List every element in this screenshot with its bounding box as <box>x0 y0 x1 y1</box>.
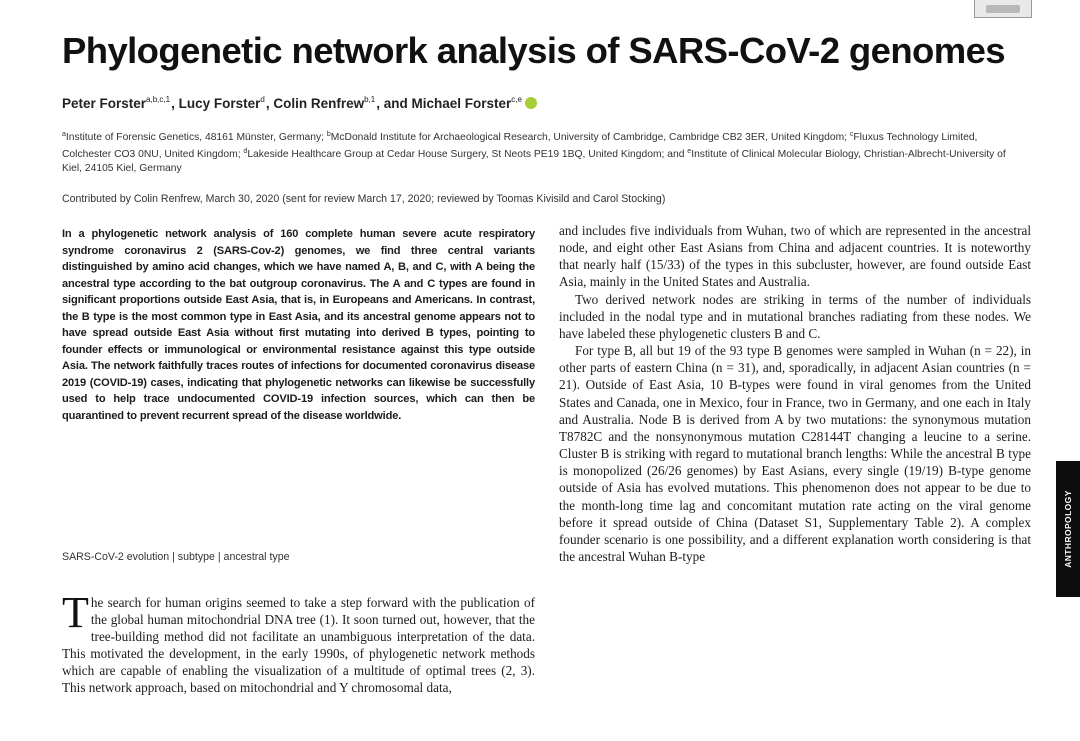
contribution-note: Contributed by Colin Renfrew, March 30, 2020 (sent for review March 17, 2020; reviewed by Toomas Kivisild and Carol Stocking) <box>62 193 666 205</box>
keywords: SARS-CoV-2 evolution | subtype | ancestral type <box>62 551 290 563</box>
author-list: Peter Forster$^{a,b,c,1}$, Lucy Forster$^d$, Colin Renfrew$^{b,1}$, and Michael Forster$^{c,e}$ <box>62 95 537 111</box>
article-title: Phylogenetic network analysis of SARS-CoV-2 genomes <box>62 30 1005 71</box>
affiliations: $^a$Institute of Forensic Genetics, 48161 Münster, Germany; $^b$McDonald Institute for Archaeological Research, University of Cambridge, Cambridge CB2 3ER, United Kingdom; $^c$Fluxus Technology Limited, Colchester CO3 0NU, United Kingdom; $^d$Lakeside Healthcare Group at Cedar House Surgery, St Neots PE19 1BQ, United Kingdom; and $^e$Institute of Clinical Molecular Biology, Christian-Albrecht-University of Kiel, 24105 Kiel, Germany <box>62 131 1006 175</box>
section-label: ANTHROPOLOGY <box>1063 490 1073 568</box>
abstract: In a phylogenetic network analysis of 160 complete human severe acute respiratory syndrome coronavirus 2 (SARS-Cov-2) genomes, we find three central variants distinguished by amino acid changes, which we have named A, B, and C, with A being the ancestral type according to the bat outgroup coronavirus. The A and C types are found in significant proportions outside East Asia, that is, in Europeans and Americans. In contrast, the B type is the most common type in East Asia, and its ancestral genome appears not to have spread outside East Asia without first mutating into derived B types, pointing to founder effects or immunological or environmental resistance against this type outside Asia. The network faithfully traces routes of infections for documented coronavirus disease 2019 (COVID-19) cases, indicating that phylogenetic networks can likewise be successfully used to help trace undocumented COVID-19 infection sources, which can then be quarantined to prevent recurrent spread of the disease worldwide. <box>62 228 535 423</box>
section-side-tab <box>1056 461 1080 597</box>
author[interactable]: Michael Forster$^{c,e}$ <box>411 95 522 111</box>
author[interactable]: Lucy Forster$^d$ <box>178 95 265 111</box>
check-for-updates-icon <box>986 5 1020 13</box>
author[interactable]: Peter Forster$^{a,b,c,1}$ <box>62 95 171 111</box>
body-paragraph: and includes five individuals from Wuhan, two of which are represented in the ancestral node, and eight other East Asians from China and adjacent countries. It is noteworthy that nearly half (15/33) of the types in this subcluster, however, are found outside East Asia, mainly in the United States and Australia. <box>559 223 1031 290</box>
drop-cap: T <box>62 588 89 637</box>
check-for-updates-badge[interactable] <box>974 0 1032 18</box>
orcid-icon[interactable] <box>525 97 537 109</box>
body-paragraph: For type B, all but 19 of the 93 type B genomes were sampled in Wuhan (n = 22), in other parts of eastern China (n = 31), and, sporadically, in adjacent Asian countries (n = 21). Outside of East Asia, 10 B-types were found in viral genomes from the United States and Canada, one in Mexico, four in France, two in Germany, and one each in Italy and Australia. Node B is derived from A by two mutations: the synonymous mutation T8782C and the nonsynonymous mutation C28144T changing a leucine to a serine. Cluster B is striking with regard to mutational branch lengths: While the ancestral B type is monopolized (26/26 genomes) by East Asians, every single (19/19) B-type genome outside of Asia has evolved mutations. This phenomenon does not appear to be due to the month-long time lag and concomitant mutation rate acting on the viral genome before it spread outside of China (Dataset S1, Supplementary Table 2). A complex founder scenario is one possibility, and a different explanation worth considering is that the ancestral Wuhan B-type <box>559 343 1031 564</box>
body-intro-paragraph: The search for human origins seemed to take a step forward with the publication of the global human mitochondrial DNA tree (1). It soon turned out, however, that the tree-building method did not facilitate an unambiguous interpretation of the data. This motivated the development, in the early 1990s, of phylogenetic network methods which are capable of enabling the visualization of a multitude of optimal trees (2, 3). This network approach, based on mitochondrial and Y chromosomal data, <box>62 588 535 696</box>
author[interactable]: Colin Renfrew$^{b,1}$ <box>273 95 376 111</box>
body-right-column <box>559 222 1031 565</box>
body-paragraph: Two derived network nodes are striking in terms of the number of individuals included in the nodal type and in mutational branches radiating from these nodes. We have labeled these phylogenetic clusters B and C. <box>559 291 1031 341</box>
